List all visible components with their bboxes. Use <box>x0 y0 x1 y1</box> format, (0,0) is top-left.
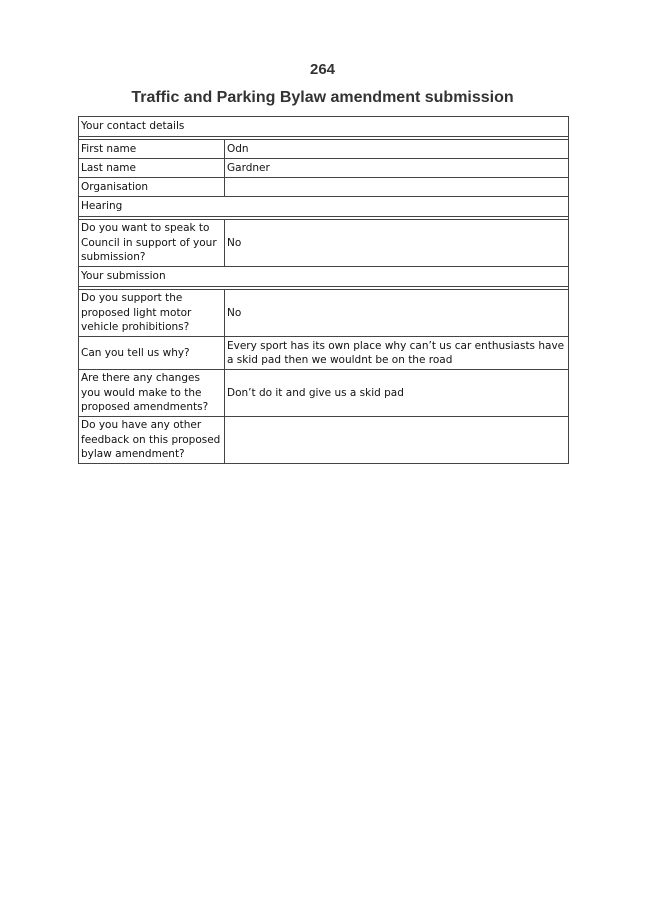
section-title: Your contact details <box>79 117 569 137</box>
field-label: Organisation <box>79 178 225 197</box>
section-title: Hearing <box>79 197 569 217</box>
submission-form-table <box>78 116 569 464</box>
section-title: Your submission <box>79 267 569 287</box>
field-label: Are there any changes you would make to the proposed amendments? <box>79 370 225 417</box>
field-label: First name <box>79 140 225 159</box>
field-label: Do you have any other feedback on this proposed bylaw amendment? <box>79 417 225 464</box>
document-title: Traffic and Parking Bylaw amendment submission <box>131 89 514 106</box>
table-row-last-name <box>79 159 569 178</box>
table-row-organisation <box>79 178 569 197</box>
table-row-other-feedback <box>79 417 569 464</box>
table-row-support-prohibitions <box>79 290 569 337</box>
field-label: Can you tell us why? <box>79 337 225 370</box>
field-label: Do you support the proposed light motor vehicle prohibitions? <box>79 290 225 337</box>
section-hearing <box>79 197 569 217</box>
field-label: Last name <box>79 159 225 178</box>
field-label: Do you want to speak to Council in support of your submission? <box>79 220 225 267</box>
last-name-value: Gardner <box>225 159 569 178</box>
first-name-value: Odn <box>225 140 569 159</box>
table-row-first-name <box>79 140 569 159</box>
section-contact-details <box>79 117 569 137</box>
section-your-submission <box>79 267 569 287</box>
organisation-value <box>225 178 569 197</box>
table-row-changes <box>79 370 569 417</box>
why-value: Every sport has its own place why can’t us car enthusiasts have a skid pad then we wouldnt be on the road <box>225 337 569 370</box>
page-number: 264 <box>309 61 336 78</box>
support-prohibitions-value: No <box>225 290 569 337</box>
table-row-speak-to-council <box>79 220 569 267</box>
table-row-why <box>79 337 569 370</box>
other-feedback-value <box>225 417 569 464</box>
speak-to-council-value: No <box>225 220 569 267</box>
changes-value: Don’t do it and give us a skid pad <box>225 370 569 417</box>
